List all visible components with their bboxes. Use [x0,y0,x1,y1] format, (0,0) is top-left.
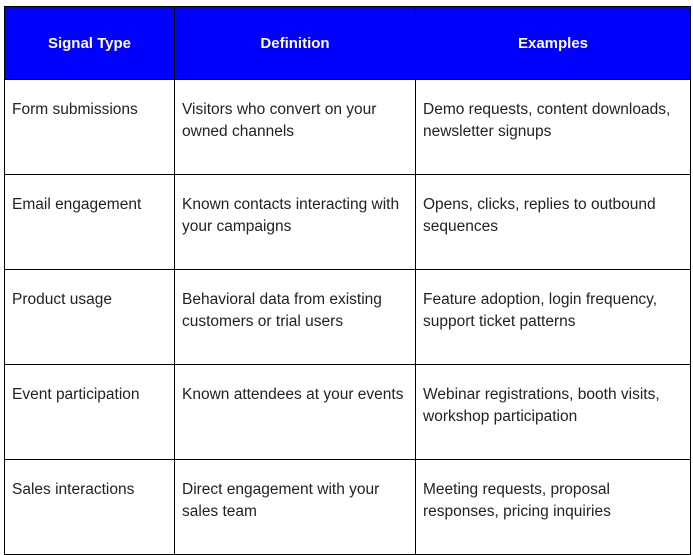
cell-text: Form submissions [12,101,138,118]
cell-definition [175,460,416,555]
cell-definition [175,365,416,460]
cell-signal-type [5,365,175,460]
header-examples: Examples [416,7,691,80]
table-header-row [5,7,691,80]
cell-text: Visitors who convert on your owned channels [182,101,377,140]
table-row [5,270,691,365]
table-row [5,80,691,175]
signal-types-table [4,6,691,555]
table-row [5,175,691,270]
cell-definition [175,270,416,365]
cell-text: Webinar registrations, booth visits, workshop participation [423,386,660,425]
cell-text: Demo requests, content downloads, newsletter signups [423,101,671,140]
cell-examples [416,175,691,270]
cell-text: Opens, clicks, replies to outbound sequences [423,196,656,235]
cell-text: Direct engagement with your sales team [182,481,380,520]
cell-text: Behavioral data from existing customers or trial users [182,291,382,330]
header-definition: Definition [175,7,416,80]
cell-signal-type [5,460,175,555]
cell-text: Known attendees at your events [182,386,404,403]
table-row [5,460,691,555]
cell-text: Sales interactions [12,481,135,498]
cell-signal-type [5,175,175,270]
cell-text: Meeting requests, proposal responses, pricing inquiries [423,481,611,520]
cell-text: Known contacts interacting with your campaigns [182,196,400,235]
table-row [5,365,691,460]
cell-signal-type [5,270,175,365]
cell-examples [416,270,691,365]
cell-definition [175,80,416,175]
cell-text: Email engagement [12,196,142,213]
cell-examples [416,80,691,175]
cell-definition [175,175,416,270]
cell-text: Feature adoption, login frequency, support ticket patterns [423,291,658,330]
cell-examples [416,365,691,460]
cell-text: Product usage [12,291,112,308]
cell-signal-type [5,80,175,175]
header-signal-type: Signal Type [5,7,175,80]
cell-examples [416,460,691,555]
signal-table-container [4,6,690,555]
cell-text: Event participation [12,386,140,403]
